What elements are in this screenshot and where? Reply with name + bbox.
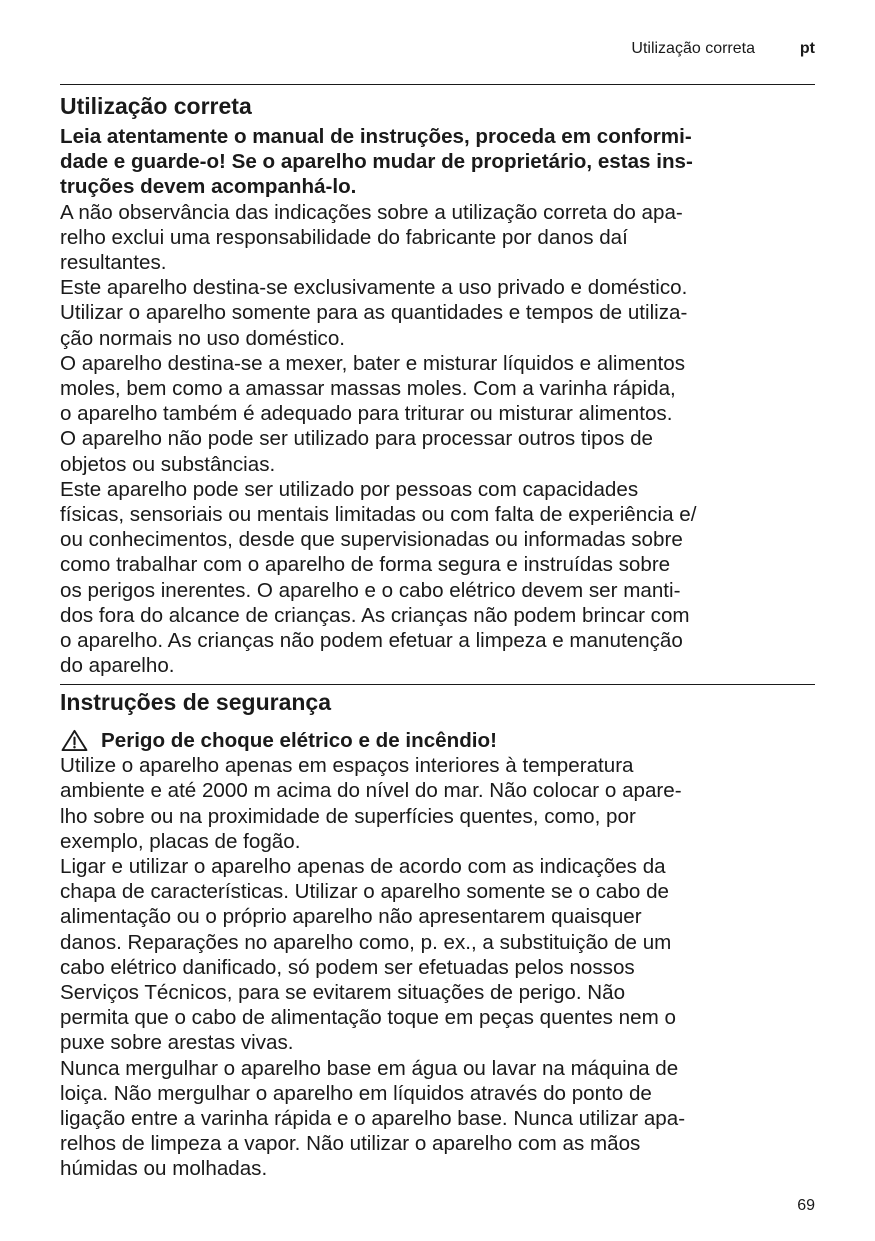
text-line: Ligar e utilizar o aparelho apenas de acordo com as indicações da [60, 855, 666, 879]
text-line: cabo elétrico danificado, só podem ser efetuadas pelos nossos [60, 955, 635, 979]
text-line: ou conhecimentos, desde que supervisionadas ou informadas sobre [60, 528, 683, 552]
text-line: Utilizar o aparelho somente para as quantidades e tempos de utiliza- [60, 301, 688, 325]
text-line: físicas, sensoriais ou mentais limitadas ou com falta de experiência e/ [60, 503, 697, 527]
text-line: os perigos inerentes. O aparelho e o cabo elétrico devem ser manti- [60, 578, 681, 602]
text-line: permita que o cabo de alimentação toque em peças quentes nem o [60, 1006, 676, 1030]
warning-text: Perigo de choque elétrico e de incêndio! [101, 729, 497, 752]
body-text [60, 200, 820, 679]
section-safety-instructions [60, 688, 820, 1182]
text-line: o aparelho. As crianças não podem efetuar a limpeza e manutenção [60, 629, 683, 653]
text-line: Serviços Técnicos, para se evitarem situações de perigo. Não [60, 981, 626, 1005]
lead-paragraph [60, 124, 820, 200]
text-line: ambiente e até 2000 m acima do nível do mar. Não colocar o apare- [60, 779, 682, 803]
text-line: Utilize o aparelho apenas em espaços interiores à temperatura [60, 754, 634, 778]
text-line: dos fora do alcance de crianças. As crianças não podem brincar com [60, 603, 690, 627]
text-line: Nunca mergulhar o aparelho base em água ou lavar na máquina de [60, 1056, 679, 1080]
text-line: húmidas ou molhadas. [60, 1157, 268, 1181]
text-line: Leia atentamente o manual de instruções, proceda em conformi- [60, 125, 692, 148]
section-correct-use [60, 92, 820, 678]
body-text [60, 753, 820, 1181]
running-header [60, 40, 815, 62]
text-line: chapa de características. Utilizar o aparelho somente se o cabo de [60, 880, 669, 904]
text-line: danos. Reparações no aparelho como, p. ex., a substituição de um [60, 930, 672, 954]
text-line: puxe sobre arestas vivas. [60, 1031, 294, 1055]
text-line: Este aparelho pode ser utilizado por pessoas com capacidades [60, 477, 639, 501]
header-title: Utilização correta [631, 40, 755, 57]
text-line: objetos ou substâncias. [60, 452, 276, 476]
text-line: O aparelho não pode ser utilizado para processar outros tipos de [60, 427, 654, 451]
text-line: exemplo, placas de fogão. [60, 829, 301, 853]
text-line: loiça. Não mergulhar o aparelho em líquidos através do ponto de [60, 1081, 652, 1105]
section-title: Utilização correta [60, 93, 252, 119]
text-line: relhos de limpeza a vapor. Não utilizar o aparelho com as mãos [60, 1132, 641, 1156]
text-line: como trabalhar com o aparelho de forma segura e instruídas sobre [60, 553, 671, 577]
page-number: 69 [797, 1197, 815, 1214]
text-line: ção normais no uso doméstico. [60, 326, 346, 350]
text-line: truções devem acompanhá-lo. [60, 175, 357, 199]
section-title: Instruções de segurança [60, 689, 331, 715]
top-rule [60, 84, 815, 85]
warning-heading [60, 728, 820, 753]
text-line: O aparelho destina-se a mexer, bater e misturar líquidos e alimentos [60, 351, 685, 375]
text-line: resultantes. [60, 251, 167, 275]
section-divider [60, 684, 815, 685]
warning-triangle-icon [60, 729, 89, 752]
text-line: dade e guarde-o! Se o aparelho mudar de proprietário, estas ins- [60, 150, 693, 174]
header-language: pt [799, 40, 815, 57]
text-line: alimentação ou o próprio aparelho não apresentarem quaisquer [60, 905, 642, 929]
text-line: A não observância das indicações sobre a utilização correta do apa- [60, 200, 683, 224]
text-line: lho sobre ou na proximidade de superfícies quentes, como, por [60, 804, 636, 828]
text-line: moles, bem como a amassar massas moles. Com a varinha rápida, [60, 377, 676, 401]
text-line: do aparelho. [60, 654, 175, 678]
text-line: relho exclui uma responsabilidade do fabricante por danos daí [60, 225, 628, 249]
text-line: o aparelho também é adequado para triturar ou misturar alimentos. [60, 402, 673, 426]
text-line: ligação entre a varinha rápida e o aparelho base. Nunca utilizar apa- [60, 1107, 686, 1131]
text-line: Este aparelho destina-se exclusivamente a uso privado e doméstico. [60, 276, 688, 300]
